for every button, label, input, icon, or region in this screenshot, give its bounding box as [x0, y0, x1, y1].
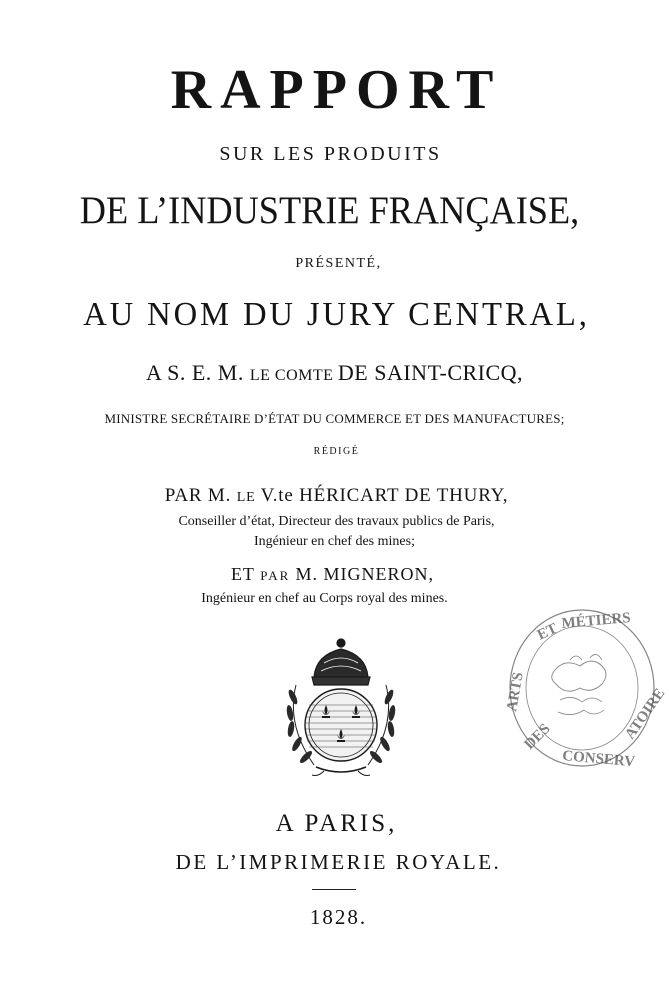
svg-text:DES: DES — [521, 720, 554, 753]
imprint-year: 1828. — [309, 905, 368, 929]
author-2-line — [2, 564, 663, 585]
svg-text:ET: ET — [534, 620, 560, 644]
minister-name: DE SAINT-CRICQ, — [337, 360, 524, 385]
svg-text:CONSERV: CONSERV — [561, 748, 636, 771]
imprint-press: DE L’IMPRIMERIE ROYALE. — [175, 850, 502, 874]
subtitle-line-2: DE L’INDUSTRIE FRANÇAISE, — [79, 189, 580, 232]
report-title: RAPPORT — [170, 59, 503, 121]
svg-text:ARTS: ARTS — [504, 671, 527, 713]
svg-text:MÉTIERS: MÉTIERS — [560, 610, 632, 632]
author-2-name: M. MIGNERON, — [295, 564, 435, 584]
minister-comte: COMTE — [274, 367, 338, 384]
author-2-par: PAR — [254, 568, 296, 583]
subtitle-line-1: SUR LES PRODUITS — [219, 143, 442, 165]
author-1-le: LE — [236, 490, 256, 505]
royal-arms-emblem — [266, 625, 416, 785]
library-stamp-text — [500, 600, 660, 775]
svg-text:ATOIRE: ATOIRE — [622, 685, 669, 743]
author-1-role-1: Conseiller d’état, Directeur des travaux publics de Paris, — [178, 514, 495, 529]
minister-line — [4, 360, 665, 386]
author-1-par: PAR — [164, 485, 203, 506]
redige-label: RÉDIGÉ — [313, 446, 360, 457]
author-1-m: M. — [202, 485, 237, 506]
minister-title: MINISTRE SECRÉTAIRE D’ÉTAT DU COMMERCE ET DES MANUFACTURES; — [104, 411, 565, 426]
author-1-line — [6, 485, 667, 507]
author-2-role: Ingénieur en chef au Corps royal des mines. — [201, 591, 448, 606]
jury-line: AU NOM DU JURY CENTRAL, — [83, 296, 590, 333]
divider-rule — [312, 889, 356, 890]
author-1-name: V.te HÉRICART DE THURY, — [255, 485, 509, 506]
author-2-et: ET — [230, 564, 255, 584]
presented-label: PRÉSENTÉ, — [295, 256, 382, 271]
minister-le: LE — [249, 367, 275, 384]
minister-prefix: A S. E. M. — [145, 360, 250, 385]
author-1-role-2: Ingénieur en chef des mines; — [254, 534, 415, 549]
imprint-city: A PARIS, — [275, 810, 398, 837]
